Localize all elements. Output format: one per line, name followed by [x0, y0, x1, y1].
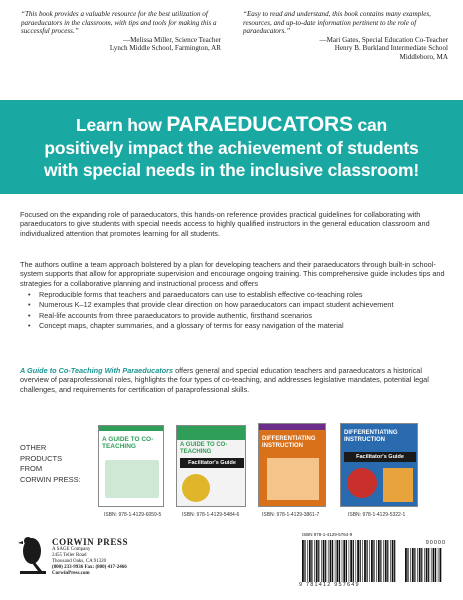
cover-stripe: [99, 426, 164, 431]
quote-affiliation: Lynch Middle School, Farmington, AR: [109, 44, 221, 53]
barcode-digits: 9 781412 957649: [299, 582, 360, 588]
quote-attribution: —Melissa Miller, Science Teacher: [123, 35, 221, 44]
label-line: OTHER PRODUCTS: [20, 443, 63, 463]
cover-title: A GUIDE TO CO-TEACHING: [180, 442, 228, 455]
cover-subtitle: Facilitator's Guide: [180, 458, 244, 468]
product-isbn: ISBN: 978-1-4129-5322-1: [348, 512, 406, 518]
cover-title: A GUIDE TO CO-TEACHING: [102, 436, 154, 450]
product-isbn: ISBN: 978-1-4129-5484-6: [182, 512, 240, 518]
list-item: [28, 290, 448, 299]
book-cover: [258, 423, 326, 507]
bullet-icon: •: [28, 300, 31, 310]
quote-left: [21, 10, 221, 53]
label-line: CORWIN PRESS:: [20, 474, 81, 484]
book-cover: [176, 425, 246, 507]
list-item-text: Reproducible forms that teachers and paraeducators can use to establish effective co-teaching roles: [39, 290, 363, 299]
publisher-line: A SAGE Company: [52, 547, 91, 552]
banner-text: Learn how: [75, 115, 167, 135]
publisher-line: 2455 Teller Road: [52, 553, 87, 558]
description-paragraph: [20, 366, 448, 394]
publisher-name: CORWIN PRESS: [52, 537, 129, 547]
quote-attribution: —Mari Gates, Special Education Co-Teacher: [319, 35, 448, 44]
corwin-logo-icon: [18, 533, 48, 575]
list-item: [28, 311, 448, 320]
quote-location: Middleboro, MA: [399, 52, 448, 61]
list-item: [28, 321, 448, 330]
bullet-icon: •: [28, 290, 31, 299]
banner-highlight: PARAEDUCATORS: [166, 113, 353, 136]
cover-graphic: [267, 458, 319, 500]
list-item-text: Numerous K–12 examples that provide clear direction on how paraeducators can impact student achievement: [39, 300, 394, 310]
bullet-icon: •: [28, 310, 31, 320]
product-isbn: ISBN: 978-1-4129-3861-7: [262, 512, 320, 518]
barcode-price-code: 90000: [425, 540, 446, 546]
book-cover: [340, 423, 418, 507]
cover-title: DIFFERENTIATING INSTRUCTION: [262, 436, 316, 449]
cover-graphic: [105, 460, 159, 498]
quote-text: “This book provides a valuable resource for the best utilization of paraeducators in the classroom, with tips and tools for making this a successful process.”: [21, 10, 217, 36]
banner-line-2: positively impact the achievement of students: [44, 138, 419, 158]
product-isbn: ISBN: 978-1-4129-6059-5: [104, 512, 162, 518]
cover-title: DIFFERENTIATING INSTRUCTION: [344, 430, 398, 443]
banner-text: can: [352, 115, 387, 135]
label-line: FROM: [20, 464, 43, 473]
promo-banner: [0, 100, 463, 194]
barcode-addon-bars-icon: [405, 548, 443, 582]
other-products-label: [20, 443, 90, 485]
cover-graphic: [383, 468, 413, 502]
feature-list: [28, 290, 448, 332]
banner-line-1: [0, 114, 463, 136]
publisher-phone: (800) 233-9936 Fax: (800) 417-2466: [52, 565, 127, 570]
quote-right: [243, 10, 448, 62]
dvd-icon: [182, 474, 210, 502]
cover-subtitle: Facilitator's Guide: [344, 452, 416, 462]
publisher-info: [52, 537, 128, 577]
barcode-isbn: ISBN 978-1-4129-5764-9: [302, 532, 353, 537]
barcode: [297, 532, 449, 590]
quote-text: “Easy to read and understand, this book contains many examples, resources, and up-to-date information pertinent to the role of paraeducators.”: [243, 10, 431, 36]
publisher-line: Thousand Oaks, CA 91320: [52, 559, 107, 564]
book-title: A Guide to Co-Teaching With Paraeducators: [20, 366, 174, 375]
book-cover: [98, 425, 164, 507]
publisher-website[interactable]: CorwinPress.com: [52, 571, 90, 576]
paragraph-text: offers general and special education teachers and paraeducators a historical overview of paraprofessional roles, highlights the four types of co-teaching, and addresses legislative mandates, potential legal challenges, and requirements for certification of paraprofessional skills.: [20, 366, 429, 394]
list-item-text: Real-life accounts from three paraeducators to provide authentic, firsthand scenarios: [39, 310, 312, 320]
bullet-icon: •: [28, 321, 31, 331]
dvd-icon: [347, 468, 377, 498]
cover-stripe: [177, 426, 246, 440]
quote-affiliation: Henry B. Burkland Intermediate School: [334, 44, 448, 53]
description-paragraph: The authors outline a team approach bolstered by a plan for developing teachers and their paraeducators through built-in school-system supports that allow for appropriate supervision and encourage ongoing training. This comprehensive guide includes tips and strategies for a collaborative planning and instructional process and offers: [20, 260, 445, 288]
cover-stripe: [259, 424, 326, 430]
banner-line-3: with special needs in the inclusive classroom!: [44, 160, 419, 180]
list-item-text: Concept maps, chapter summaries, and a glossary of terms for easy navigation of the material: [39, 321, 344, 331]
list-item: [28, 300, 448, 309]
description-paragraph: Focused on the expanding role of paraeducators, this hands-on reference provides practical guidelines for collaborating with paraeducators to give students with special needs access to highly qualified instructors in the general education classroom and individualized attention that promotes learning for all students.: [20, 210, 430, 238]
barcode-bars-icon: [302, 540, 397, 582]
